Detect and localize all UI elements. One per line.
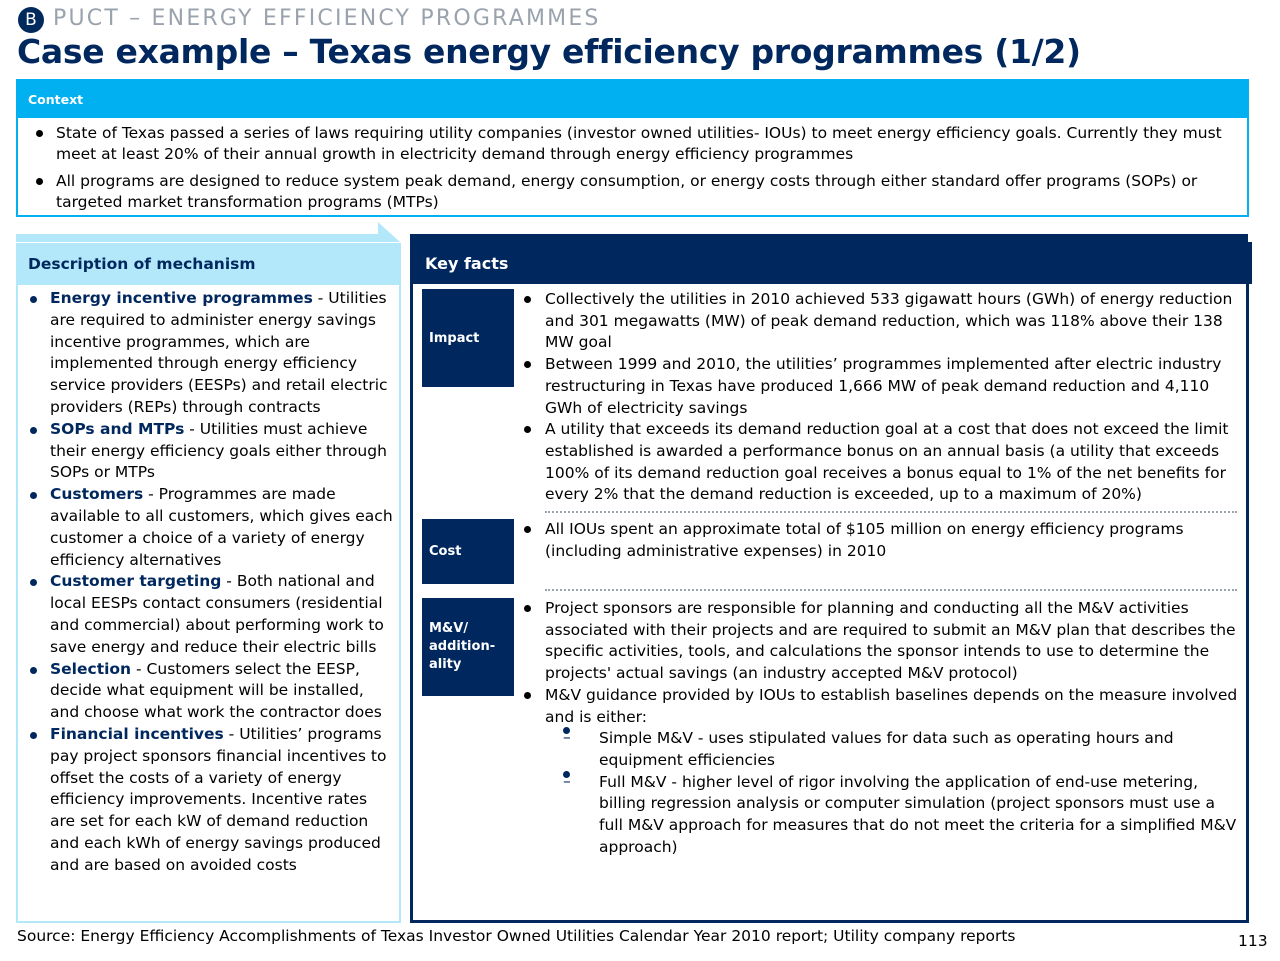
mechanism-term: Customer targeting <box>50 572 222 591</box>
impact-item: Between 1999 and 2010, the utilities’ programmes implemented after electric industry restructuring in Texas have produced 1,666 MW of peak demand reduction and 4,110 GWh of electricity savings <box>520 354 1242 419</box>
mv-item: Project sponsors are responsible for planning and conducting all the M&V activities associated with their projects and are required to submit an M&V plan that describes the specific activities, tools, and calculations the sponsor intends to use to determine the projects' actual savings (an industry accepted M&V protocol) <box>520 598 1242 685</box>
dotted-divider <box>545 589 1237 591</box>
mv-label-line: ality <box>429 657 462 672</box>
mechanism-term: Financial incentives <box>50 724 224 743</box>
section-badge: B <box>18 7 44 33</box>
cost-list <box>520 519 1242 562</box>
mechanism-item <box>26 484 396 571</box>
mv-sub-list <box>545 728 1242 858</box>
mv-item <box>520 685 1242 859</box>
mechanism-item <box>26 724 396 877</box>
impact-item: Collectively the utilities in 2010 achieved 533 gigawatt hours (GWh) of energy reduction and 301 megawatts (MW) of peak demand reduction, which was 118% above their 138 MW goal <box>520 289 1242 354</box>
mechanism-text: - Both national and local EESPs contact consumers (residential and commercial) about performing work to save energy and reduce their electric bills <box>50 572 384 656</box>
mechanism-term: Selection <box>50 659 132 678</box>
context-item: All programs are designed to reduce system peak demand, energy consumption, or energy costs through either standard offer programs (SOPs) or targeted market transformation programs (MTPs) <box>32 171 1237 213</box>
mechanism-text: - Utilities must achieve their energy efficiency goals either through SOPs or MTPs <box>50 419 387 482</box>
mechanism-term: SOPs and MTPs <box>50 419 185 438</box>
mechanism-text: - Customers select the EESP, decide what equipment will be installed, and choose what work the contractor does <box>50 659 382 722</box>
mechanism-item <box>26 571 396 658</box>
key-facts-top-bar <box>410 234 1248 242</box>
section-title: PUCT – ENERGY EFFICIENCY PROGRAMMES <box>53 6 601 31</box>
context-header: Context <box>18 81 1247 118</box>
impact-label: Impact <box>422 289 514 387</box>
mv-list <box>520 598 1242 858</box>
context-panel <box>16 79 1249 217</box>
mechanism-term: Energy incentive programmes <box>50 289 313 307</box>
arrow-band <box>16 222 402 244</box>
mv-label-line: addition- <box>429 639 496 654</box>
mv-item-text: M&V guidance provided by IOUs to establish baselines depends on the measure involved and is either: <box>545 685 1238 726</box>
impact-item: A utility that exceeds its demand reduction goal at a cost that does not exceed the limit established is awarded a performance bonus on an annual basis (a utility that exceeds 100% of its demand reduction goal receives a bonus equal to 1% of the net benefits for every 2% that the demand reduction is exceeded, up to a maximum of 20%) <box>520 419 1242 506</box>
cost-item: All IOUs spent an approximate total of $105 million on energy efficiency programs (including administrative expenses) in 2010 <box>520 519 1242 562</box>
mechanism-text: - Utilities are required to administer energy savings incentive programmes, which are implemented through energy efficiency service providers (EESPs) and retail electric providers (REPs) through contracts <box>50 289 388 416</box>
mv-sub-item: – Simple M&V - uses stipulated values for data such as operating hours and equipment efficiencies <box>545 728 1242 771</box>
mv-additionality-label <box>422 598 514 696</box>
mv-sub-item: – Full M&V - higher level of rigor involving the application of end-use metering, billing regression analysis or computer simulation (project sponsors must use a full M&V approach for measures that do not meet the criteria for a simplified M&V approach) <box>545 772 1242 859</box>
context-item: State of Texas passed a series of laws requiring utility companies (investor owned utilities- IOUs) to meet energy efficiency goals. Currently they must meet at least 20% of their annual growth in electricity demand through energy efficiency programmes <box>32 123 1237 165</box>
mechanism-list <box>26 288 396 877</box>
mechanism-item <box>26 419 396 484</box>
context-list <box>32 123 1237 219</box>
mechanism-item <box>26 659 396 724</box>
mechanism-item <box>26 288 396 419</box>
mechanism-header: Description of mechanism <box>18 243 399 285</box>
mechanism-panel <box>16 243 401 923</box>
page-title: Case example – Texas energy efficiency programmes (1/2) <box>17 32 1081 71</box>
mechanism-term: Customers <box>50 485 144 504</box>
impact-list <box>520 289 1242 506</box>
cost-label: Cost <box>422 519 514 584</box>
mv-label-line: M&V/ <box>429 621 469 636</box>
source-note: Source: Energy Efficiency Accomplishments of Texas Investor Owned Utilities Calendar Year 2010 report; Utility company reports <box>17 927 1016 945</box>
mechanism-text: - Utilities’ programs pay project sponsors financial incentives to offset the costs of a variety of energy efficiency improvements. Incentive rates are set for each kW of demand reduction and each kWh of energy savings produced and are based on avoided costs <box>50 724 387 874</box>
dotted-divider <box>545 511 1237 513</box>
page-number: 113 <box>1238 932 1268 950</box>
key-facts-header: Key facts <box>413 242 1252 284</box>
mv-label-text <box>429 620 495 674</box>
mechanism-text: - Programmes are made available to all customers, which gives each customer a choice of a variety of energy efficiency alternatives <box>50 485 393 569</box>
